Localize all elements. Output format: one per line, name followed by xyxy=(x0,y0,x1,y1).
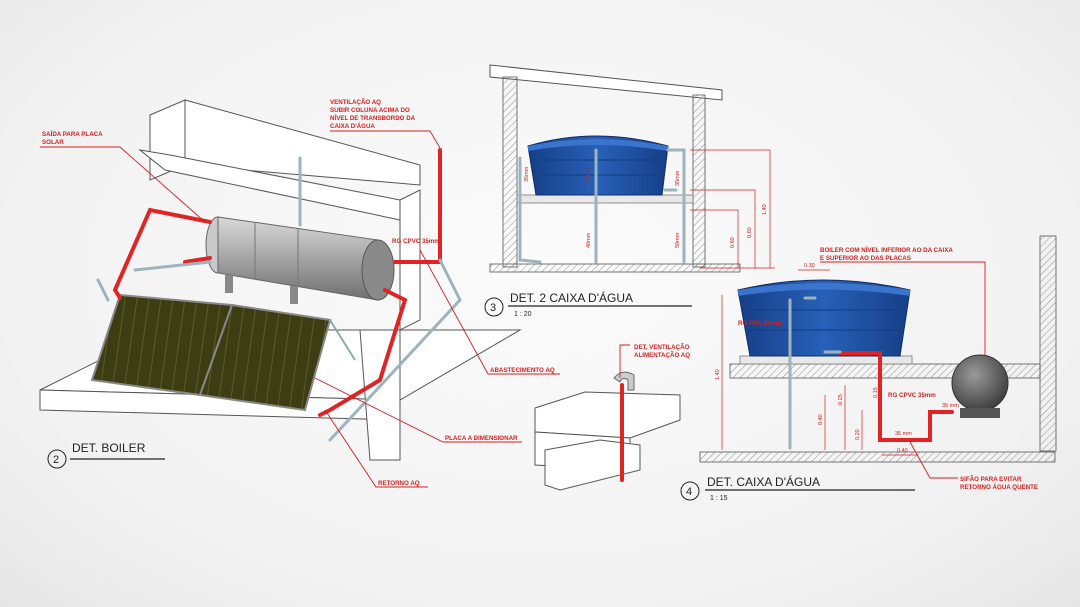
detail-number: 4 xyxy=(686,486,693,498)
detail-title: DET. BOILER xyxy=(72,441,146,455)
label-rg-cpvc: RG CPVC 35mm xyxy=(392,238,440,245)
label-rg-cpvc-d4: RG CPVC 35mm xyxy=(888,392,936,399)
svg-text:VENTILAÇÃO AQ xyxy=(330,99,381,106)
boiler-sphere xyxy=(952,355,1008,418)
dim-d4-d3: 35 mm xyxy=(895,431,912,437)
water-tank-d3 xyxy=(528,136,668,195)
label-saida-1: SAÍDA PARA PLACA xyxy=(42,131,103,138)
boiler-sphere-base xyxy=(960,408,1000,418)
detail-number: 2 xyxy=(53,454,60,466)
label-ventilacao-1: VENTILAÇÃO AQ xyxy=(330,99,381,106)
wall-support xyxy=(360,330,400,460)
label-sifao-2: RETORNO ÁGUA QUENTE xyxy=(960,484,1039,491)
detail-title: DET. CAIXA D'ÁGUA xyxy=(707,475,820,489)
label-vent-2: ALIMENTAÇÃO AQ xyxy=(634,352,691,359)
label-ventilacao-4: CAIXA D'ÁGUA xyxy=(330,123,375,130)
label-boiler-nivel-1: BOILER COM NÍVEL INFERIOR AO DA CAIXA xyxy=(820,247,953,254)
label-rg-pvc: RG PVC 35mm xyxy=(738,320,782,327)
dim-d3-h1: 1.40 xyxy=(762,204,768,215)
detail-caixa-2 xyxy=(485,65,775,318)
dim-d4-d6: 0.40 xyxy=(818,414,824,425)
pipe-saida-placa xyxy=(115,210,210,298)
dim-d4-d5: 0.20 xyxy=(855,429,861,440)
label-saida-2: SOLAR xyxy=(42,139,64,146)
svg-text:CAIXA D'ÁGUA xyxy=(330,123,375,130)
dim-d4-w1: 0.30 xyxy=(804,263,815,269)
tank-base-d4 xyxy=(740,356,912,364)
vent-block-lower xyxy=(545,440,640,490)
dim-d4-d1: 0.15 xyxy=(873,387,879,398)
svg-text:E SUPERIOR AO DAS PLACAS xyxy=(820,255,911,262)
roof-beam xyxy=(490,65,722,100)
dim-d4-d7: 0.25 xyxy=(838,394,844,405)
svg-text:SIFÃO PARA EVITAR xyxy=(960,476,1022,483)
water-tank-d4 xyxy=(738,280,910,356)
dim-d3-2: 35mm xyxy=(586,166,592,182)
dim-d3-3: 40mm xyxy=(586,232,592,248)
svg-text:SOLAR xyxy=(42,139,64,146)
svg-text:DET. VENTILAÇÃO xyxy=(634,344,690,351)
boiler-foot-left xyxy=(225,275,233,293)
pipe-cold-edge xyxy=(98,280,108,300)
label-retorno: RETORNO AQ xyxy=(378,480,420,487)
detail-ventilacao xyxy=(535,344,690,490)
dim-d3-4: 50mm xyxy=(675,232,681,248)
svg-text:BOILER COM NÍVEL INFERIOR AO D xyxy=(820,246,953,254)
label-abastecimento: ABASTECIMENTO AQ xyxy=(490,367,555,374)
detail-scale: 1 : 20 xyxy=(514,311,532,318)
detail-number: 3 xyxy=(490,302,497,314)
dim-d4-h1: 1.40 xyxy=(715,369,721,380)
label-ventilacao-2: SUBIR COLUNA ACIMA DO xyxy=(330,107,410,114)
dim-d3-1: 35mm xyxy=(524,166,530,182)
detail-scale: 1 : 15 xyxy=(710,495,728,502)
svg-text:RETORNO ÁGUA QUENTE xyxy=(960,484,1038,491)
wall-left xyxy=(503,77,517,267)
vent-block xyxy=(535,392,680,438)
dim-d3-h3: 0.60 xyxy=(730,237,736,248)
detail-boiler xyxy=(40,99,560,487)
dim-d3-5: 35mm xyxy=(675,170,681,186)
dim-d3-h2: 0.60 xyxy=(747,227,753,238)
detail-title: DET. 2 CAIXA D'ÁGUA xyxy=(510,291,633,305)
wall-right-d4 xyxy=(1040,236,1056,451)
detail-caixa xyxy=(681,236,1056,502)
boiler xyxy=(206,217,394,304)
pipe-cold-left xyxy=(135,262,210,270)
boiler-foot-right xyxy=(290,286,298,304)
boiler-sphere-body xyxy=(952,355,1008,411)
dim-d4-d2: 35 mm xyxy=(942,403,959,409)
svg-text:NÍVEL DE TRANSBORDO DA xyxy=(330,114,416,122)
floor-d4 xyxy=(700,452,1055,462)
label-sifao-1: SIFÃO PARA EVITAR xyxy=(960,476,1022,483)
svg-text:ALIMENTAÇÃO AQ xyxy=(634,352,690,359)
label-vent-1: DET. VENTILAÇÃO xyxy=(634,344,690,351)
label-boiler-nivel-2: E SUPERIOR AO DAS PLACAS xyxy=(820,255,911,262)
svg-text:SAÍDA PARA PLACA xyxy=(42,130,103,138)
label-placa: PLACA A DIMENSIONAR xyxy=(445,435,518,442)
label-ventilacao-3: NÍVEL DE TRANSBORDO DA xyxy=(330,115,416,122)
svg-text:SUBIR COLUNA ACIMA DO xyxy=(330,107,410,114)
wall-right xyxy=(693,95,705,267)
dim-d4-d4: 0.40 xyxy=(897,448,908,454)
tank-base xyxy=(517,195,693,203)
